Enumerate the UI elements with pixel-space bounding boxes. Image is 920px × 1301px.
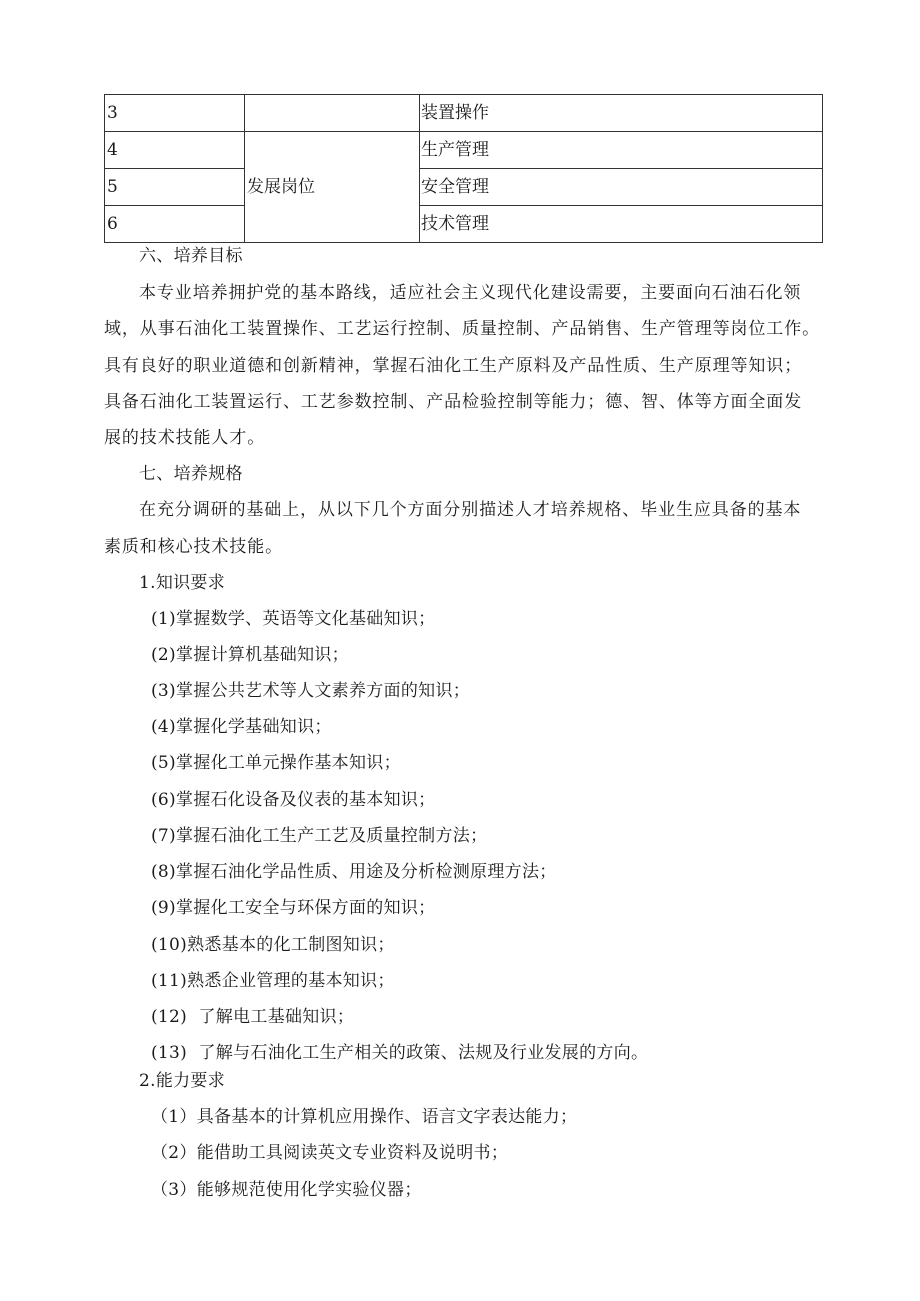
table-row (105, 95, 823, 132)
knowledge-item: (6)掌握石化设备及仪表的基本知识； (151, 790, 436, 810)
job-positions-table (104, 94, 823, 243)
goals-paragraph-line: 具备石油化工装置运行、工艺参数控制、产品检验控制等能力；德、智、体等方面全面发 (104, 392, 803, 412)
knowledge-item: (11)熟悉企业管理的基本知识； (151, 971, 395, 991)
knowledge-item: (8)掌握石油化学品性质、用途及分析检测原理方法； (151, 862, 557, 882)
goals-paragraph-line: 域，从事石油化工装置操作、工艺运行控制、质量控制、产品销售、生产管理等岗位工作。 (104, 319, 820, 339)
specs-intro-line: 素质和核心技术技能。 (104, 537, 283, 557)
knowledge-item: (1)掌握数学、英语等文化基础知识； (151, 609, 436, 629)
knowledge-item: (2)掌握计算机基础知识； (151, 645, 349, 665)
knowledge-item: (13) 了解与石油化工生产相关的政策、法规及行业发展的方向。 (151, 1043, 649, 1063)
table-row (105, 169, 823, 206)
knowledge-item: (5)掌握化工单元操作基本知识； (151, 753, 401, 773)
knowledge-item: (9)掌握化工安全与环保方面的知识； (151, 898, 436, 918)
goals-paragraph-line: 本专业培养拥护党的基本路线，适应社会主义现代化建设需要，主要面向石油石化领 (139, 283, 802, 303)
section-heading-specs: 七、培养规格 (139, 464, 243, 484)
goals-paragraph-line: 具有良好的职业道德和创新精神，掌握石油化工生产原料及产品性质、生产原理等知识； (104, 356, 803, 376)
job-cell: 技术管理 (420, 206, 823, 243)
knowledge-item: (12) 了解电工基础知识； (151, 1007, 355, 1027)
specs-intro-line: 在充分调研的基础上，从以下几个方面分别描述人才培养规格、毕业生应具备的基本 (139, 500, 802, 520)
ability-heading: 2.能力要求 (139, 1071, 226, 1091)
ability-item: （1）具备基本的计算机应用操作、语言文字表达能力； (151, 1107, 578, 1127)
job-cell: 安全管理 (420, 169, 823, 206)
row-number: 4 (105, 132, 245, 169)
row-number: 6 (105, 206, 245, 243)
job-cell: 生产管理 (420, 132, 823, 169)
ability-item: （2）能借助工具阅读英文专业资料及说明书； (151, 1143, 509, 1163)
knowledge-item: (4)掌握化学基础知识； (151, 717, 332, 737)
table-row (105, 132, 823, 169)
knowledge-item: (3)掌握公共艺术等人文素养方面的知识； (151, 681, 471, 701)
category-cell: 发展岗位 (245, 132, 420, 243)
section-heading-goals: 六、培养目标 (139, 246, 243, 266)
goals-paragraph-line: 展的技术技能人才。 (104, 428, 266, 448)
knowledge-item: (10)熟悉基本的化工制图知识； (151, 935, 395, 955)
ability-item: （3）能够规范使用化学实验仪器； (151, 1180, 422, 1200)
row-number: 3 (105, 95, 245, 132)
row-number: 5 (105, 169, 245, 206)
category-cell-empty (245, 95, 420, 132)
job-cell: 装置操作 (420, 95, 823, 132)
knowledge-heading: 1.知识要求 (139, 573, 226, 593)
table-row (105, 206, 823, 243)
knowledge-item: (7)掌握石油化工生产工艺及质量控制方法； (151, 826, 488, 846)
